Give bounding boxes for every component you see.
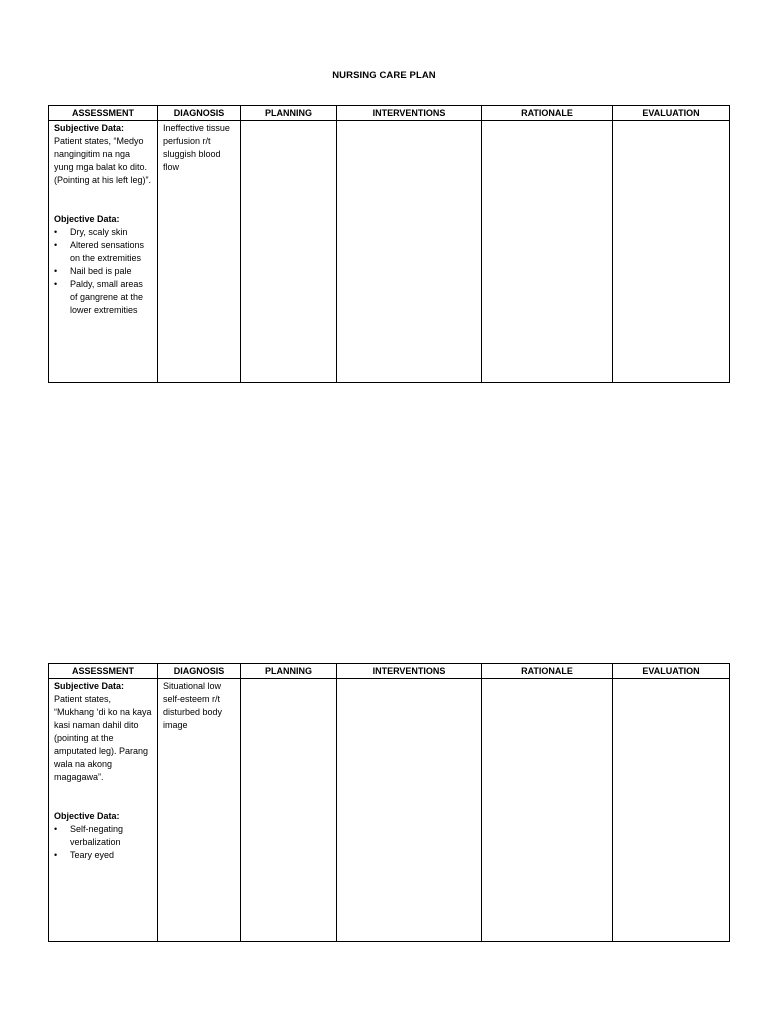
assessment-cell [49,121,158,383]
header-assessment: ASSESSMENT [49,664,158,679]
list-item: • Self-negating verbalization [54,823,152,849]
subjective-text: Patient states, “Mukhang ‘di ko na kaya kasi naman dahil dito (pointing at the amputated leg). Parang wala na akong magagawa”. [54,694,152,782]
evaluation-cell [613,121,730,383]
objective-label: Objective Data: [54,214,120,224]
diagnosis-cell: Situational low self-esteem r/t disturbed body image [158,679,241,942]
list-item: • Altered sensations on the extremities [54,239,152,265]
header-planning: PLANNING [241,106,337,121]
header-diagnosis: DIAGNOSIS [158,106,241,121]
diagnosis-cell: Ineffective tissue perfusion r/t sluggish blood flow [158,121,241,383]
care-plan-table-2 [48,663,730,942]
objective-label: Objective Data: [54,811,120,821]
header-interventions: INTERVENTIONS [337,664,482,679]
list-item: • Paldy, small areas of gangrene at the lower extremities [54,278,152,317]
header-rationale: RATIONALE [482,664,613,679]
table-row [49,121,730,383]
interventions-cell [337,679,482,942]
rationale-cell [482,679,613,942]
objective-list [54,226,152,317]
header-row [49,106,730,121]
document-title: NURSING CARE PLAN [332,70,436,81]
header-row [49,664,730,679]
header-assessment: ASSESSMENT [49,106,158,121]
list-item: • Dry, scaly skin [54,226,152,239]
header-evaluation: EVALUATION [613,664,730,679]
header-evaluation: EVALUATION [613,106,730,121]
assessment-cell [49,679,158,942]
care-plan-table-1 [48,105,730,383]
planning-cell [241,679,337,942]
header-diagnosis: DIAGNOSIS [158,664,241,679]
header-interventions: INTERVENTIONS [337,106,482,121]
subjective-label: Subjective Data: [54,123,125,133]
planning-cell [241,121,337,383]
subjective-label: Subjective Data: [54,681,125,691]
interventions-cell [337,121,482,383]
table-row [49,679,730,942]
subjective-text: Patient states, “Medyo nangingitim na nga yung mga balat ko dito. (Pointing at his left leg)”. [54,136,152,185]
list-item: • Nail bed is pale [54,265,152,278]
rationale-cell [482,121,613,383]
evaluation-cell [613,679,730,942]
header-rationale: RATIONALE [482,106,613,121]
list-item: • Teary eyed [54,849,152,862]
header-planning: PLANNING [241,664,337,679]
objective-list [54,823,152,862]
